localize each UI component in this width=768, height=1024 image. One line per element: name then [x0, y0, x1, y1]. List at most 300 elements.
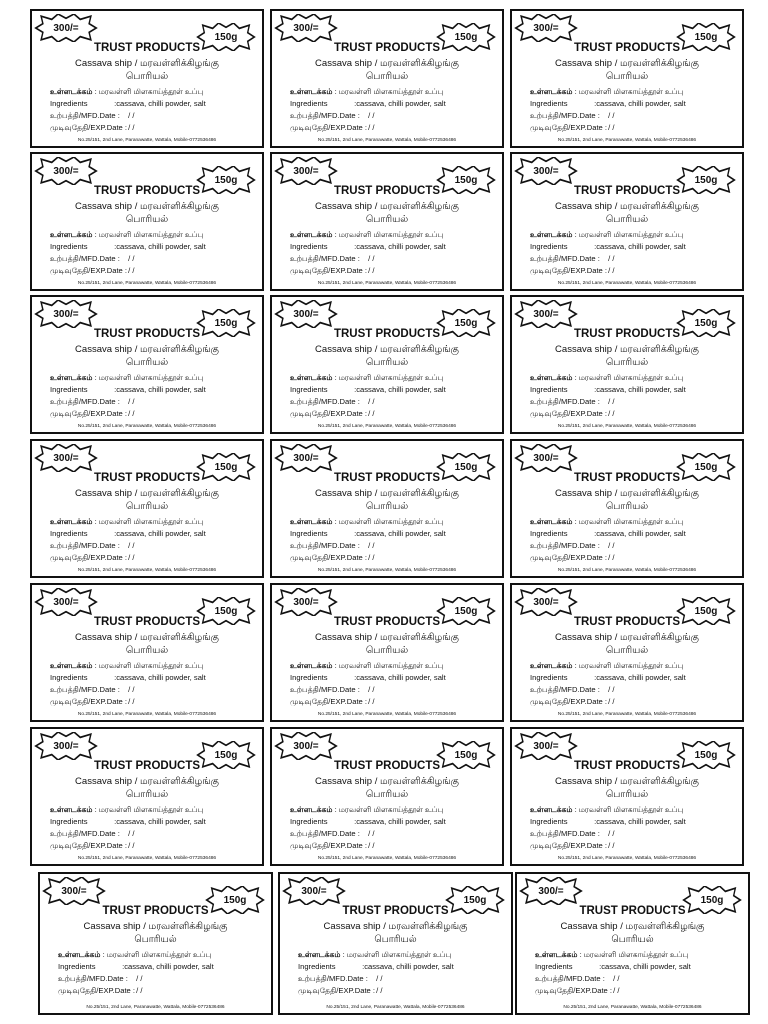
address-line: No.25/151, 2nd Lane, Paranawatte, Wattala, Mobile-0772536486: [317, 712, 457, 717]
ingredients-english-label: Ingredients: [50, 242, 88, 251]
ingredients-english-row: [290, 99, 446, 108]
product-label: [270, 727, 504, 866]
ingredients-tamil-label: உள்ளடக்கம்: [530, 230, 573, 239]
product-name: Cassava ship / மரவள்ளிக்கிழங்கு: [560, 921, 705, 932]
product-label: [510, 152, 744, 291]
product-name-line2: பொரியல்: [125, 71, 169, 82]
product-name: Cassava ship / மரவள்ளிக்கிழங்கு: [315, 488, 459, 499]
company-name: TRUST PRODUCTS: [333, 760, 441, 772]
price-text: 300/=: [293, 165, 319, 177]
mfd-date-row: [290, 685, 374, 695]
product-label: [30, 295, 264, 434]
ingredients-tamil-row: [50, 87, 203, 97]
mfd-date-label: உற்பத்தி/MFD.Date :: [290, 541, 360, 550]
price-text: 300/=: [293, 596, 319, 608]
ingredients-tamil-value: : மரவள்ளி மிளகாய்த்தூள் உப்பு: [334, 230, 444, 239]
mfd-date-row: [290, 829, 374, 839]
ingredients-tamil-row: [530, 230, 683, 240]
product-name-line2: பொரியல்: [605, 71, 649, 82]
mfd-date-label: உற்பத்தி/MFD.Date :: [50, 254, 120, 263]
price-badge: [34, 300, 98, 328]
ingredients-tamil-label: உள்ளடக்கம்: [530, 805, 573, 814]
company-name: TRUST PRODUCTS: [93, 185, 201, 197]
product-name-line2: பொரியல்: [365, 357, 409, 368]
exp-date-label: முடிவுதேதி/EXP.Date :: [298, 986, 375, 995]
exp-date-value: / /: [608, 697, 615, 706]
ingredients-english-value: :cassava, chilli powder, salt: [114, 242, 206, 251]
address-line: No.25/151, 2nd Lane, Paranawatte, Wattala, Mobile-0772536486: [317, 424, 457, 429]
product-name-line2: பொரியல்: [611, 934, 654, 945]
exp-date-label: முடிவுதேதி/EXP.Date :: [530, 697, 607, 706]
ingredients-english-row: [50, 385, 206, 394]
exp-date-row: [50, 841, 134, 851]
product-name-line2: பொரியல்: [365, 645, 409, 656]
company-name: TRUST PRODUCTS: [573, 472, 681, 484]
exp-date-value: / /: [368, 123, 375, 132]
mfd-date-row: [530, 541, 614, 551]
exp-date-value: / /: [128, 841, 135, 850]
price-text: 300/=: [293, 308, 319, 320]
ingredients-tamil-label: உள்ளடக்கம்: [290, 517, 333, 526]
mfd-date-row: [50, 829, 134, 839]
mfd-date-row: [530, 685, 614, 695]
mfd-date-label: உற்பத்தி/MFD.Date :: [530, 111, 600, 120]
weight-text: 150g: [694, 749, 718, 761]
price-text: 300/=: [533, 308, 559, 320]
company-name: TRUST PRODUCTS: [333, 472, 441, 484]
price-text: 300/=: [53, 452, 79, 464]
product-label: [270, 439, 504, 578]
exp-date-label: முடிவுதேதி/EXP.Date :: [50, 697, 127, 706]
ingredients-english-label: Ingredients: [530, 242, 568, 251]
exp-date-label: முடிவுதேதி/EXP.Date :: [290, 553, 367, 562]
ingredients-tamil-row: [58, 950, 211, 960]
ingredients-english-row: [290, 385, 446, 394]
mfd-date-value: / /: [128, 397, 135, 406]
ingredients-english-label: Ingredients: [290, 99, 328, 108]
company-name: TRUST PRODUCTS: [333, 42, 441, 54]
exp-date-label: முடிவுதேதி/EXP.Date :: [50, 266, 127, 275]
ingredients-tamil-row: [530, 661, 683, 671]
price-badge: [34, 157, 98, 185]
exp-date-value: / /: [368, 553, 375, 562]
mfd-date-value: / /: [128, 254, 135, 263]
ingredients-tamil-value: : மரவள்ளி மிளகாய்த்தூள் உப்பு: [574, 517, 684, 526]
mfd-date-label: உற்பத்தி/MFD.Date :: [290, 685, 360, 694]
exp-date-row: [58, 986, 142, 996]
price-text: 300/=: [533, 165, 559, 177]
address-line: No.25/151, 2nd Lane, Paranawatte, Wattala, Mobile-0772536486: [557, 281, 697, 286]
ingredients-english-value: :cassava, chilli powder, salt: [122, 962, 214, 971]
product-name: Cassava ship / மரவள்ளிக்கிழங்கு: [315, 58, 459, 69]
mfd-date-label: உற்பத்தி/MFD.Date :: [58, 974, 128, 983]
product-name: Cassava ship / மரவள்ளிக்கிழங்கு: [75, 776, 219, 787]
exp-date-label: முடிவுதேதி/EXP.Date :: [58, 986, 135, 995]
ingredients-tamil-row: [535, 950, 688, 960]
exp-date-row: [290, 553, 374, 563]
ingredients-tamil-label: உள்ளடக்கம்: [530, 87, 573, 96]
ingredients-tamil-value: : மரவள்ளி மிளகாய்த்தூள் உப்பு: [102, 950, 212, 959]
company-name: TRUST PRODUCTS: [93, 616, 201, 628]
price-text: 300/=: [533, 452, 559, 464]
price-text: 300/=: [533, 22, 559, 34]
product-name: Cassava ship / மரவள்ளிக்கிழங்கு: [315, 632, 459, 643]
weight-text: 150g: [694, 461, 718, 473]
product-name-line2: பொரியல்: [605, 214, 649, 225]
product-name-line2: பொரியல்: [605, 645, 649, 656]
product-label: [510, 439, 744, 578]
price-badge: [274, 588, 338, 616]
exp-date-label: முடிவுதேதி/EXP.Date :: [50, 841, 127, 850]
exp-date-value: / /: [136, 986, 143, 995]
ingredients-english-row: [290, 817, 446, 826]
weight-text: 150g: [454, 31, 478, 43]
ingredients-english-value: :cassava, chilli powder, salt: [354, 529, 446, 538]
ingredients-english-label: Ingredients: [530, 385, 568, 394]
product-name: Cassava ship / மரவள்ளிக்கிழங்கு: [83, 921, 228, 932]
company-name: TRUST PRODUCTS: [573, 328, 681, 340]
weight-text: 150g: [454, 749, 478, 761]
ingredients-tamil-row: [50, 230, 203, 240]
price-badge: [514, 588, 578, 616]
price-badge: [274, 300, 338, 328]
exp-date-value: / /: [128, 697, 135, 706]
mfd-date-value: / /: [608, 685, 615, 694]
exp-date-row: [50, 697, 134, 707]
mfd-date-value: / /: [368, 685, 375, 694]
exp-date-row: [290, 123, 374, 133]
ingredients-english-label: Ingredients: [50, 817, 88, 826]
mfd-date-value: / /: [136, 974, 143, 983]
ingredients-tamil-row: [50, 517, 203, 527]
ingredients-tamil-value: : மரவள்ளி மிளகாய்த்தூள் உப்பு: [574, 230, 684, 239]
price-text: 300/=: [61, 885, 87, 897]
product-name: Cassava ship / மரவள்ளிக்கிழங்கு: [555, 344, 699, 355]
ingredients-tamil-row: [298, 950, 451, 960]
price-badge: [34, 588, 98, 616]
address-line: No.25/151, 2nd Lane, Paranawatte, Wattala, Mobile-0772536486: [77, 568, 217, 573]
ingredients-tamil-label: உள்ளடக்கம்: [290, 373, 333, 382]
mfd-date-row: [58, 974, 142, 984]
ingredients-tamil-row: [530, 87, 683, 97]
weight-text: 150g: [694, 605, 718, 617]
ingredients-english-row: [298, 962, 454, 971]
price-badge: [519, 877, 583, 905]
mfd-date-label: உற்பத்தி/MFD.Date :: [530, 829, 600, 838]
mfd-date-value: / /: [608, 254, 615, 263]
address-line: No.25/151, 2nd Lane, Paranawatte, Wattala, Mobile-0772536486: [77, 281, 217, 286]
company-name: TRUST PRODUCTS: [93, 760, 201, 772]
product-name: Cassava ship / மரவள்ளிக்கிழங்கு: [555, 632, 699, 643]
exp-date-label: முடிவுதேதி/EXP.Date :: [530, 409, 607, 418]
price-badge: [514, 444, 578, 472]
ingredients-english-value: :cassava, chilli powder, salt: [354, 817, 446, 826]
product-name: Cassava ship / மரவள்ளிக்கிழங்கு: [555, 58, 699, 69]
address-line: No.25/151, 2nd Lane, Paranawatte, Wattala, Mobile-0772536486: [77, 712, 217, 717]
ingredients-english-label: Ingredients: [290, 817, 328, 826]
ingredients-tamil-label: உள்ளடக்கம்: [298, 950, 341, 959]
price-text: 300/=: [293, 452, 319, 464]
ingredients-tamil-label: உள்ளடக்கம்: [290, 805, 333, 814]
ingredients-english-label: Ingredients: [58, 962, 96, 971]
ingredients-english-value: :cassava, chilli powder, salt: [114, 385, 206, 394]
exp-date-label: முடிவுதேதி/EXP.Date :: [290, 841, 367, 850]
exp-date-value: / /: [368, 841, 375, 850]
mfd-date-row: [50, 254, 134, 264]
ingredients-tamil-value: : மரவள்ளி மிளகாய்த்தூள் உப்பு: [579, 950, 689, 959]
product-name: Cassava ship / மரவள்ளிக்கிழங்கு: [75, 488, 219, 499]
ingredients-tamil-label: உள்ளடக்கம்: [50, 661, 93, 670]
weight-text: 150g: [214, 31, 238, 43]
ingredients-english-label: Ingredients: [290, 529, 328, 538]
ingredients-english-row: [50, 99, 206, 108]
ingredients-english-label: Ingredients: [290, 242, 328, 251]
ingredients-english-label: Ingredients: [530, 99, 568, 108]
address-line: No.25/151, 2nd Lane, Paranawatte, Wattala, Mobile-0772536486: [317, 568, 457, 573]
exp-date-value: / /: [128, 266, 135, 275]
ingredients-tamil-label: உள்ளடக்கம்: [535, 950, 578, 959]
address-line: No.25/151, 2nd Lane, Paranawatte, Wattala, Mobile-0772536486: [557, 424, 697, 429]
ingredients-english-value: :cassava, chilli powder, salt: [599, 962, 691, 971]
product-label: [38, 872, 273, 1015]
product-label: [510, 583, 744, 722]
address-line: No.25/151, 2nd Lane, Paranawatte, Wattala, Mobile-0772536486: [317, 138, 457, 143]
ingredients-tamil-value: : மரவள்ளி மிளகாய்த்தூள் உப்பு: [334, 805, 444, 814]
exp-date-value: / /: [608, 123, 615, 132]
company-name: TRUST PRODUCTS: [573, 42, 681, 54]
company-name: TRUST PRODUCTS: [342, 905, 449, 917]
company-name: TRUST PRODUCTS: [579, 905, 686, 917]
address-line: No.25/151, 2nd Lane, Paranawatte, Wattala, Mobile-0772536486: [317, 281, 457, 286]
ingredients-english-label: Ingredients: [50, 385, 88, 394]
ingredients-tamil-label: உள்ளடக்கம்: [290, 661, 333, 670]
ingredients-tamil-value: : மரவள்ளி மிளகாய்த்தூள் உப்பு: [94, 373, 204, 382]
exp-date-row: [50, 409, 134, 419]
mfd-date-label: உற்பத்தி/MFD.Date :: [50, 829, 120, 838]
ingredients-english-row: [530, 242, 686, 251]
product-label: [30, 439, 264, 578]
exp-date-row: [530, 123, 614, 133]
product-name: Cassava ship / மரவள்ளிக்கிழங்கு: [555, 488, 699, 499]
exp-date-row: [50, 553, 134, 563]
price-badge: [274, 444, 338, 472]
product-name: Cassava ship / மரவள்ளிக்கிழங்கு: [75, 58, 219, 69]
exp-date-label: முடிவுதேதி/EXP.Date :: [530, 553, 607, 562]
weight-text: 150g: [454, 174, 478, 186]
product-label: [30, 152, 264, 291]
weight-text: 150g: [214, 461, 238, 473]
price-text: 300/=: [301, 885, 327, 897]
exp-date-row: [290, 266, 374, 276]
company-name: TRUST PRODUCTS: [573, 760, 681, 772]
exp-date-row: [298, 986, 382, 996]
ingredients-tamil-label: உள்ளடக்கம்: [50, 373, 93, 382]
ingredients-tamil-row: [530, 805, 683, 815]
ingredients-tamil-value: : மரவள்ளி மிளகாய்த்தூள் உப்பு: [574, 87, 684, 96]
exp-date-value: / /: [613, 986, 620, 995]
ingredients-tamil-row: [290, 87, 443, 97]
company-name: TRUST PRODUCTS: [333, 185, 441, 197]
price-badge: [514, 300, 578, 328]
company-name: TRUST PRODUCTS: [333, 328, 441, 340]
company-name: TRUST PRODUCTS: [102, 905, 209, 917]
ingredients-tamil-value: : மரவள்ளி மிளகாய்த்தூள் உப்பு: [574, 373, 684, 382]
ingredients-english-value: :cassava, chilli powder, salt: [354, 99, 446, 108]
product-name-line2: பொரியல்: [605, 501, 649, 512]
exp-date-row: [530, 409, 614, 419]
weight-text: 150g: [694, 174, 718, 186]
exp-date-row: [290, 841, 374, 851]
product-name: Cassava ship / மரவள்ளிக்கிழங்கு: [75, 344, 219, 355]
product-label: [510, 295, 744, 434]
ingredients-tamil-value: : மரவள்ளி மிளகாய்த்தூள் உப்பு: [94, 517, 204, 526]
ingredients-english-value: :cassava, chilli powder, salt: [354, 385, 446, 394]
mfd-date-value: / /: [128, 111, 135, 120]
price-text: 300/=: [53, 308, 79, 320]
exp-date-row: [290, 697, 374, 707]
product-label: [270, 9, 504, 148]
ingredients-english-label: Ingredients: [530, 673, 568, 682]
mfd-date-row: [290, 254, 374, 264]
mfd-date-row: [530, 254, 614, 264]
exp-date-value: / /: [368, 409, 375, 418]
exp-date-value: / /: [128, 409, 135, 418]
ingredients-tamil-value: : மரவள்ளி மிளகாய்த்தூள் உப்பு: [574, 805, 684, 814]
ingredients-english-value: :cassava, chilli powder, salt: [594, 673, 686, 682]
ingredients-english-value: :cassava, chilli powder, salt: [114, 673, 206, 682]
ingredients-english-label: Ingredients: [530, 529, 568, 538]
ingredients-tamil-label: உள்ளடக்கம்: [530, 373, 573, 382]
ingredients-tamil-row: [290, 661, 443, 671]
ingredients-english-row: [50, 817, 206, 826]
price-badge: [34, 14, 98, 42]
ingredients-english-label: Ingredients: [290, 385, 328, 394]
exp-date-row: [50, 123, 134, 133]
product-label: [30, 727, 264, 866]
ingredients-tamil-row: [290, 517, 443, 527]
mfd-date-value: / /: [368, 111, 375, 120]
ingredients-tamil-row: [530, 517, 683, 527]
product-name-line2: பொரியல்: [125, 501, 169, 512]
product-name-line2: பொரியல்: [134, 934, 177, 945]
product-name: Cassava ship / மரவள்ளிக்கிழங்கு: [315, 344, 459, 355]
weight-text: 150g: [694, 317, 718, 329]
exp-date-label: முடிவுதேதி/EXP.Date :: [290, 409, 367, 418]
company-name: TRUST PRODUCTS: [93, 328, 201, 340]
product-name-line2: பொரியல்: [125, 214, 169, 225]
exp-date-label: முடிவுதேதி/EXP.Date :: [290, 266, 367, 275]
ingredients-english-value: :cassava, chilli powder, salt: [354, 673, 446, 682]
mfd-date-value: / /: [376, 974, 383, 983]
ingredients-english-row: [50, 242, 206, 251]
product-name: Cassava ship / மரவள்ளிக்கிழங்கு: [555, 201, 699, 212]
product-label: [270, 583, 504, 722]
mfd-date-row: [50, 685, 134, 695]
weight-text: 150g: [214, 317, 238, 329]
exp-date-label: முடிவுதேதி/EXP.Date :: [530, 266, 607, 275]
address-line: No.25/151, 2nd Lane, Paranawatte, Wattala, Mobile-0772536486: [557, 856, 697, 861]
exp-date-row: [530, 697, 614, 707]
price-badge: [274, 157, 338, 185]
ingredients-tamil-row: [290, 373, 443, 383]
ingredients-english-row: [530, 817, 686, 826]
exp-date-value: / /: [608, 409, 615, 418]
mfd-date-label: உற்பத்தி/MFD.Date :: [530, 541, 600, 550]
ingredients-english-row: [535, 962, 691, 971]
ingredients-english-row: [530, 99, 686, 108]
mfd-date-label: உற்பத்தி/MFD.Date :: [50, 397, 120, 406]
mfd-date-label: உற்பத்தி/MFD.Date :: [50, 541, 120, 550]
mfd-date-row: [50, 111, 134, 121]
price-badge: [34, 444, 98, 472]
ingredients-tamil-value: : மரவள்ளி மிளகாய்த்தூள் உப்பு: [94, 805, 204, 814]
exp-date-label: முடிவுதேதி/EXP.Date :: [530, 123, 607, 132]
product-label: [270, 152, 504, 291]
ingredients-english-value: :cassava, chilli powder, salt: [594, 99, 686, 108]
ingredients-tamil-row: [290, 230, 443, 240]
mfd-date-value: / /: [608, 397, 615, 406]
product-label: [510, 727, 744, 866]
address-line: No.25/151, 2nd Lane, Paranawatte, Wattala, Mobile-0772536486: [86, 1005, 225, 1010]
mfd-date-label: உற்பத்தி/MFD.Date :: [530, 685, 600, 694]
price-badge: [514, 732, 578, 760]
price-badge: [282, 877, 346, 905]
product-label: [30, 9, 264, 148]
ingredients-tamil-label: உள்ளடக்கம்: [58, 950, 101, 959]
product-label: [270, 295, 504, 434]
price-text: 300/=: [53, 165, 79, 177]
ingredients-tamil-label: உள்ளடக்கம்: [50, 87, 93, 96]
mfd-date-value: / /: [128, 685, 135, 694]
ingredients-english-row: [290, 529, 446, 538]
product-label: [30, 583, 264, 722]
weight-text: 150g: [214, 605, 238, 617]
ingredients-tamil-label: உள்ளடக்கம்: [290, 87, 333, 96]
exp-date-row: [50, 266, 134, 276]
mfd-date-row: [535, 974, 619, 984]
price-text: 300/=: [538, 885, 564, 897]
exp-date-label: முடிவுதேதி/EXP.Date :: [290, 697, 367, 706]
mfd-date-label: உற்பத்தி/MFD.Date :: [290, 829, 360, 838]
ingredients-tamil-label: உள்ளடக்கம்: [50, 230, 93, 239]
ingredients-tamil-value: : மரவள்ளி மிளகாய்த்தூள் உப்பு: [94, 87, 204, 96]
mfd-date-value: / /: [608, 541, 615, 550]
weight-text: 150g: [694, 31, 718, 43]
price-badge: [274, 732, 338, 760]
exp-date-label: முடிவுதேதி/EXP.Date :: [530, 841, 607, 850]
product-name-line2: பொரியல்: [605, 357, 649, 368]
ingredients-tamil-label: உள்ளடக்கம்: [530, 517, 573, 526]
exp-date-label: முடிவுதேதி/EXP.Date :: [50, 123, 127, 132]
product-name-line2: பொரியல்: [125, 789, 169, 800]
product-label: [515, 872, 750, 1015]
ingredients-english-row: [58, 962, 214, 971]
ingredients-english-value: :cassava, chilli powder, salt: [114, 817, 206, 826]
ingredients-english-value: :cassava, chilli powder, salt: [114, 99, 206, 108]
address-line: No.25/151, 2nd Lane, Paranawatte, Wattala, Mobile-0772536486: [557, 568, 697, 573]
mfd-date-value: / /: [368, 254, 375, 263]
exp-date-value: / /: [128, 123, 135, 132]
exp-date-label: முடிவுதேதி/EXP.Date :: [50, 553, 127, 562]
ingredients-english-row: [50, 673, 206, 682]
price-badge: [34, 732, 98, 760]
ingredients-tamil-label: உள்ளடக்கம்: [50, 805, 93, 814]
mfd-date-row: [50, 541, 134, 551]
ingredients-english-value: :cassava, chilli powder, salt: [362, 962, 454, 971]
company-name: TRUST PRODUCTS: [573, 185, 681, 197]
ingredients-tamil-row: [290, 805, 443, 815]
mfd-date-row: [530, 111, 614, 121]
